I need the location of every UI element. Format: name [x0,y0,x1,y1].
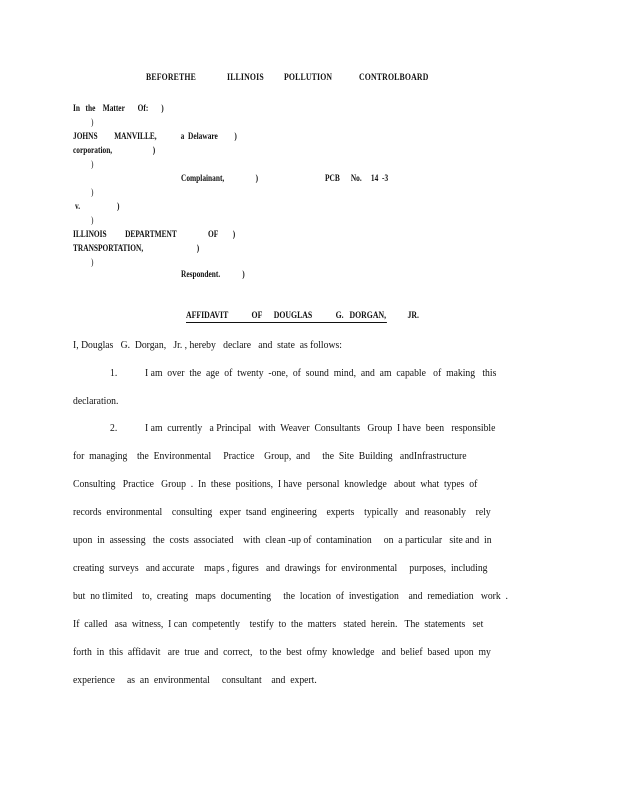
caption-in-matter: In the Matter Of: ) [73,103,164,113]
caption-party-transport: TRANSPORTATION, ) [73,243,200,253]
caption-paren: ) [91,187,94,197]
caption-paren: ) [91,117,94,127]
caption-respondent: Respondent. ) [181,269,245,279]
para2-line: If called asa witness, I can competently testify to the matters stated herein. The statements set [73,618,484,630]
para2-number: 2. [110,422,118,434]
caption-paren: ) [91,159,94,169]
caption-versus: v. ) [75,201,120,211]
header-before: BEFORETHE [146,73,196,83]
para2-line: for managing the Environmental Practice Group, and the Site Building andInfrastructure [73,450,467,462]
caption-complainant: Complainant, ) [181,173,259,183]
para2-line: experience as an environmental consultant and expert. [73,674,317,686]
header-board: CONTROLBOARD [359,73,429,83]
para2-line: but no tlimited to, creating maps documenting the location of investigation and remediation work . [73,590,508,602]
para2-line: upon in assessing the costs associated with clean -up of contamination on a particular site and in [73,534,492,546]
para1-number: 1. [110,367,118,379]
para2-line: records environmental consulting exper tsand engineering experts typically and reasonably rely [73,506,491,518]
affidavit-title: AFFIDAVIT OF DOUGLAS G. DORGAN, JR. [186,311,419,321]
para2-line: I am currently a Principal with Weaver Consultants Group I have been responsible [145,422,496,434]
caption-paren: ) [91,215,94,225]
para1-line: I am over the age of twenty -one, of sound mind, and am capable of making this [145,367,497,379]
para2-line: creating surveys and accurate maps , figures and drawings for environmental purposes, including [73,562,488,574]
caption-party-idot: ILLINOIS DEPARTMENT OF ) [73,229,236,239]
intro-line: I, Douglas G. Dorgan, Jr. , hereby declare and state as follows: [73,339,342,351]
caption-paren: ) [91,257,94,267]
header-pollution: POLLUTION [284,73,333,83]
caption-case-number: PCB No. 14 -3 [325,173,389,183]
para2-line: forth in this affidavit are true and correct, to the best ofmy knowledge and belief based upon my [73,646,491,658]
para1-line: declaration. [73,395,119,407]
caption-party-corp: corporation, ) [73,145,156,155]
para2-line: Consulting Practice Group . In these positions, I have personal knowledge about what types of [73,478,478,490]
header-illinois: ILLINOIS [227,73,264,83]
caption-party-johns: JOHNS MANVILLE, a Delaware ) [73,131,237,141]
